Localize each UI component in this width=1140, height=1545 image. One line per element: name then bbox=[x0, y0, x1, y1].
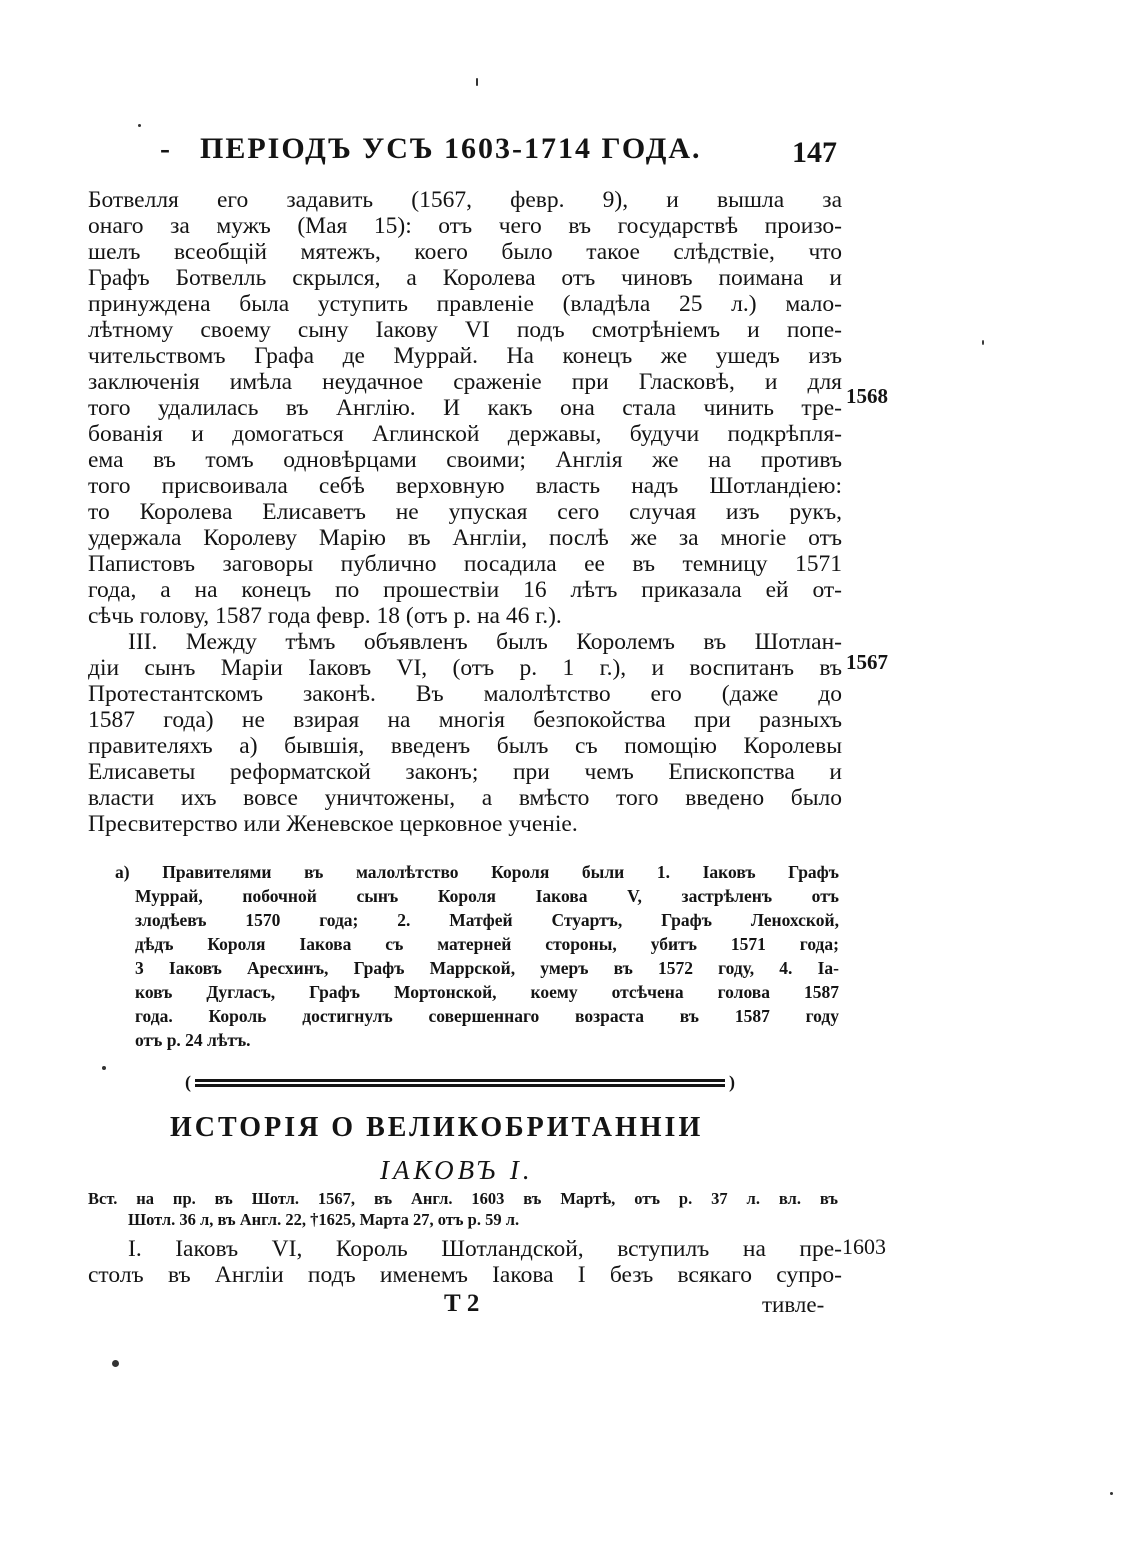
reign-info-line: Шотл. 36 л, въ Англ. 22, †1625, Марта 27, отъ р. 59 л. bbox=[128, 1210, 520, 1229]
text-line: Папистовъ заговоры публично посадила ее въ темницу 1571 bbox=[88, 551, 842, 577]
header-dash: - bbox=[160, 132, 172, 165]
section-title: ИСТОРІЯ О ВЕЛИКОБРИТАННІИ bbox=[170, 1112, 704, 1143]
section-three-line: діи сынъ Маріи Іаковъ VI, (отъ р. 1 г.), и воспитанъ въ bbox=[88, 655, 842, 681]
footnote-line: а) Правителями въ малолѣтство Короля были 1. Іаковъ Графъ bbox=[115, 862, 839, 882]
text-line: бованія и домогаться Аглинской державы, будучи подкрѣпля- bbox=[88, 421, 842, 447]
reign-info-line: Вст. на пр. въ Шотл. 1567, въ Англ. 1603 въ Мартѣ, отъ р. 37 л. вл. въ bbox=[88, 1189, 838, 1208]
footnote-line: злодѣевъ 1570 года; 2. Матфей Стуартъ, Графъ Ленохской, bbox=[135, 910, 839, 930]
ink-speck bbox=[138, 124, 141, 127]
ink-speck bbox=[112, 1360, 119, 1367]
section-three-line: правителяхъ а) бывшія, введенъ былъ съ помощію Королевы bbox=[88, 733, 842, 759]
text-line: сѣчь голову, 1587 года февр. 18 (отъ р. на 46 г.). bbox=[88, 603, 562, 629]
catchword: тивле- bbox=[762, 1292, 825, 1317]
text-line: того присвоивала себѣ верховную власть надъ Шотландіею: bbox=[88, 473, 842, 499]
footnote-line: дѣдъ Короля Іакова съ матерней стороны, убитъ 1571 года; bbox=[135, 934, 839, 954]
footnote-block bbox=[115, 860, 839, 1052]
text-line: онаго за мужъ (Мая 15): отъ чего въ государствѣ произо- bbox=[88, 213, 842, 239]
text-line: лѣтному своему сыну Іакову VI подъ смотрѣніемъ и попе- bbox=[88, 317, 842, 343]
section-three-line: Протестантскомъ законѣ. Въ малолѣтство его (даже до bbox=[88, 681, 842, 707]
text-line: Ботвелля его задавить (1567, февр. 9), и вышла за bbox=[88, 187, 842, 213]
text-line: года, а на конецъ по прошествіи 16 лѣтъ приказала ей от- bbox=[88, 577, 842, 603]
running-header bbox=[160, 132, 860, 166]
footnote-line: 3 Іаковъ Аресхинъ, Графъ Маррской, умеръ въ 1572 году, 4. Іа- bbox=[135, 958, 839, 978]
divider-rule bbox=[195, 1084, 725, 1087]
section-three-line: власти ихъ вовсе уничтожены, а вмѣсто того введено было bbox=[88, 785, 842, 811]
text-line: Графъ Ботвелль скрылся, а Королева отъ чиновъ поимана и bbox=[88, 265, 842, 291]
footnote-line: года. Король достигнулъ совершеннаго возраста въ 1587 году bbox=[135, 1006, 839, 1026]
ink-speck bbox=[982, 340, 984, 345]
text-line: того удалилась въ Англію. И какъ она стала чинить тре- bbox=[88, 395, 842, 421]
margin-note-1603: 1603 bbox=[842, 1234, 886, 1259]
section-three-line: 1587 года) не взирая на многія безпокойства при разныхъ bbox=[88, 707, 842, 733]
reign-info bbox=[88, 1188, 838, 1230]
text-line: столъ въ Англіи подъ именемъ Іакова I безъ всякаго супро- bbox=[88, 1262, 842, 1288]
text-line: ема въ томъ одновѣрцами своими; Англія же на противъ bbox=[88, 447, 842, 473]
text-line: то Королева Елисаветъ не упуская сего случая изъ рукъ, bbox=[88, 499, 842, 525]
divider-rule bbox=[195, 1079, 725, 1082]
section-subtitle: ІАКОВЪ I. bbox=[380, 1155, 534, 1185]
footnote-line: отъ р. 24 лѣтъ. bbox=[135, 1030, 251, 1050]
ink-speck bbox=[102, 1066, 106, 1070]
text-line: удержала Королеву Марію въ Англіи, послѣ же за многіе отъ bbox=[88, 525, 842, 551]
page-number: 147 bbox=[792, 136, 837, 169]
text-line: I. Іаковъ VI, Король Шотландской, вступилъ на пре- bbox=[128, 1236, 842, 1262]
section-three-line: Пресвитерство или Женевское церковное ученіе. bbox=[88, 811, 578, 837]
margin-note-1568: 1568 bbox=[846, 384, 888, 408]
ornamental-divider bbox=[185, 1072, 735, 1092]
margin-note-1567: 1567 bbox=[846, 650, 888, 674]
final-paragraph bbox=[88, 1236, 842, 1288]
ink-speck bbox=[1110, 1492, 1113, 1495]
text-line: шелъ всеобщій мятежъ, коего было такое слѣдствіе, что bbox=[88, 239, 842, 265]
section-three-line: III. Между тѣмъ объявленъ былъ Королемъ въ Шотлан- bbox=[128, 629, 842, 655]
text-line: заключенія имѣла неудачное сраженіе при Гласковѣ, и для bbox=[88, 369, 842, 395]
running-header-title: ПЕРІОДЪ УСЪ 1603-1714 ГОДА. bbox=[200, 132, 702, 165]
ink-speck bbox=[476, 78, 478, 86]
footnote-line: Муррай, побочной сынъ Короля Іакова V, застрѣленъ отъ bbox=[135, 886, 839, 906]
divider-cap-right: ) bbox=[729, 1072, 735, 1092]
main-text-block bbox=[88, 187, 842, 837]
text-line: принуждена была уступить правленіе (владѣла 25 л.) мало- bbox=[88, 291, 842, 317]
footnote-line: ковъ Дугласъ, Графъ Мортонской, коему отсѣчена голова 1587 bbox=[135, 982, 839, 1002]
section-three-line: Елисаветы реформатской законъ; при чемъ Епископства и bbox=[88, 759, 842, 785]
divider-cap-left: ( bbox=[185, 1072, 191, 1092]
text-line: чительствомъ Графа де Муррай. На конецъ же ушедъ изъ bbox=[88, 343, 842, 369]
signature-mark: Т 2 bbox=[444, 1290, 480, 1317]
